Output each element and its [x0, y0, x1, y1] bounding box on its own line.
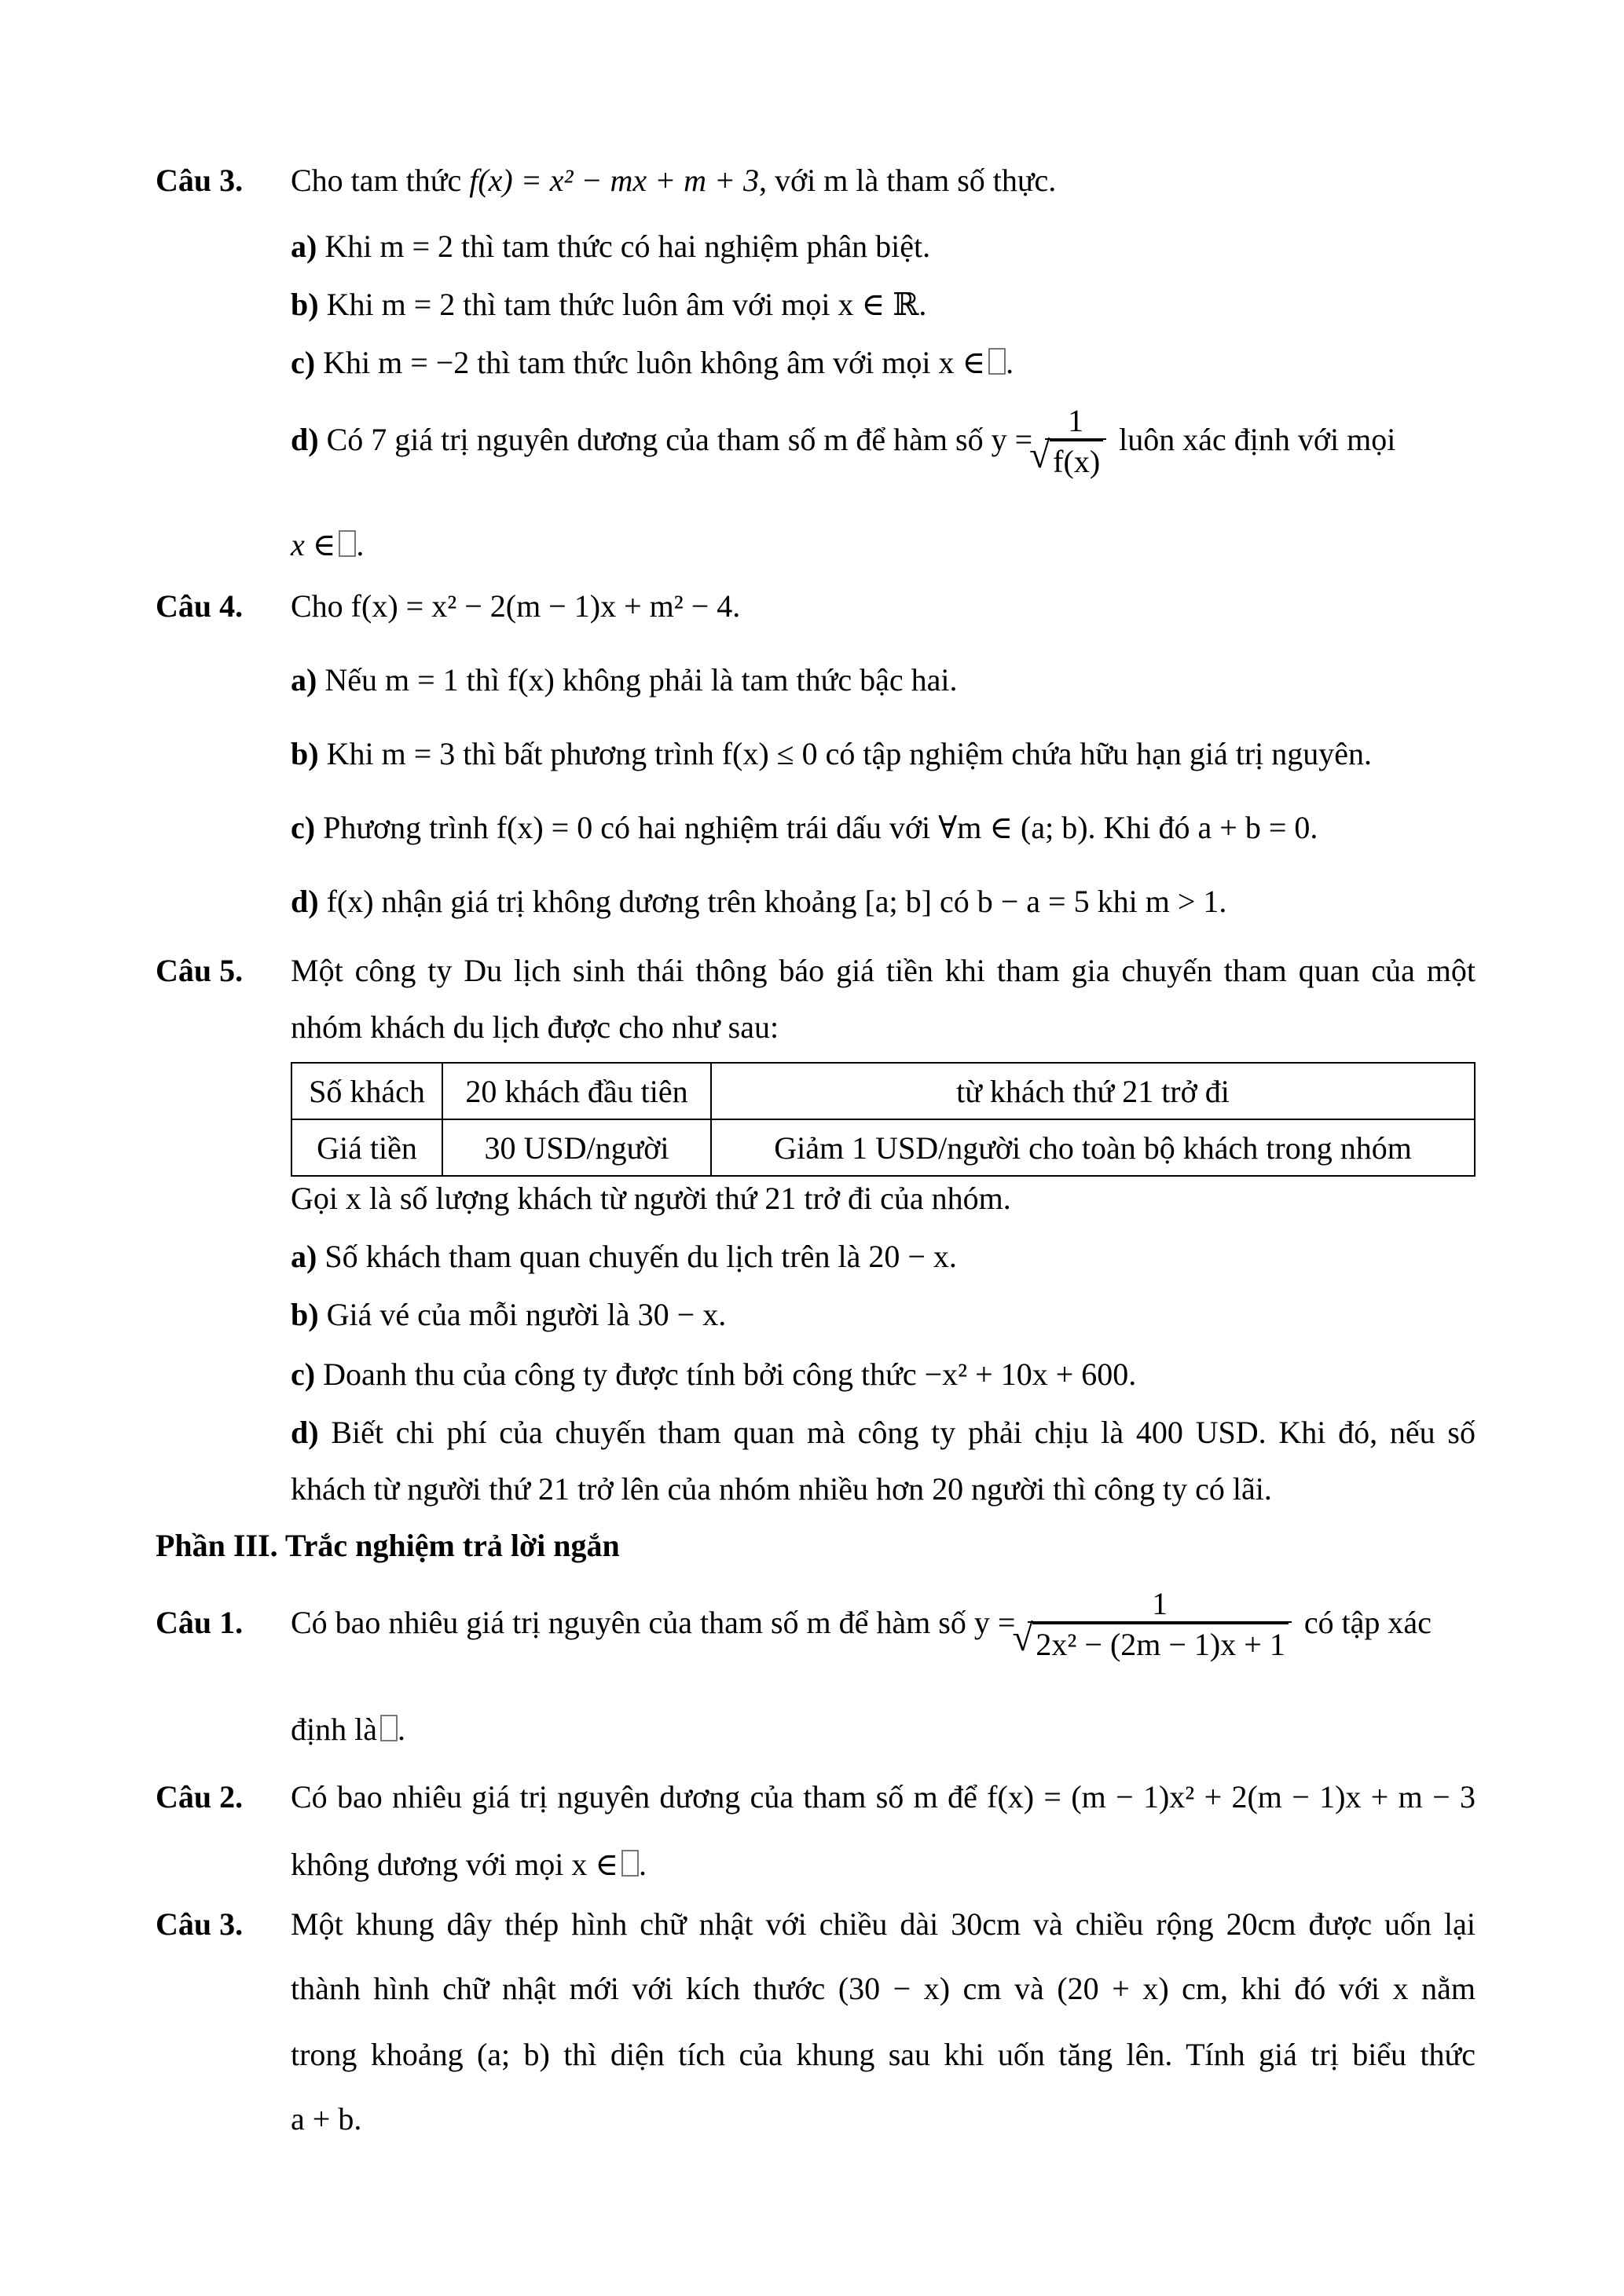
q5-a-key: a)	[291, 1239, 317, 1274]
q5-d-line1: Biết chi phí của chuyến tham quan mà công ty phải chịu là 400 USD. Khi đó, nếu số	[331, 1415, 1476, 1450]
q5-b-text: Giá vé của mỗi người là 30 − x.	[326, 1297, 727, 1332]
q3-stem-tail: , với m là tham số thực.	[758, 163, 1057, 198]
q4-label: Câu 4.	[156, 588, 244, 624]
missing-glyph-box	[339, 530, 356, 557]
q3-a-key: a)	[291, 229, 317, 264]
q3-d-post: luôn xác định với mọi	[1119, 422, 1396, 457]
p3-q1-fraction	[1028, 1587, 1291, 1665]
q5-label: Câu 5.	[156, 953, 244, 988]
q5-c-text: Doanh thu của công ty được tính bởi công thức −x² + 10x + 600.	[323, 1357, 1137, 1392]
q3-c-key: c)	[291, 345, 316, 380]
q4-a-key: a)	[291, 662, 317, 698]
table-cell: Số khách	[291, 1063, 442, 1119]
p3-q3-line4: a + b.	[291, 2101, 362, 2137]
p3-q1-post: có tập xác	[1303, 1605, 1432, 1640]
table-cell: 20 khách đầu tiên	[442, 1063, 711, 1119]
q4-c-text: Phương trình f(x) = 0 có hai nghiệm trái dấu với ∀m ∈ (a; b). Khi đó a + b = 0.	[323, 810, 1318, 845]
table-cell: 30 USD/người	[442, 1119, 711, 1176]
p3-q1-numerator: 1	[1152, 1585, 1168, 1621]
q3-label: Câu 3.	[156, 163, 244, 198]
q3-b-text: Khi m = 2 thì tam thức luôn âm với mọi x ∈ ℝ.	[326, 287, 927, 322]
q5-d-key: d)	[291, 1415, 319, 1450]
missing-glyph-box	[988, 348, 1006, 375]
q4-stem: Cho f(x) = x² − 2(m − 1)x + m² − 4.	[291, 588, 741, 624]
q5-line1: Một công ty Du lịch sinh thái thông báo giá tiền khi tham gia chuyến tham quan của một	[291, 953, 1476, 988]
table-row	[291, 1119, 1475, 1176]
q5-line2: nhóm khách du lịch được cho như sau:	[291, 1009, 779, 1045]
q3-stem-formula: f(x) = x² − mx + m + 3	[469, 163, 759, 198]
q4-c-key: c)	[291, 810, 316, 845]
q3-d-denominator: √ f(x)	[1050, 440, 1103, 482]
p3-q3-label: Câu 3.	[156, 1906, 244, 1942]
q5-c-key: c)	[291, 1357, 316, 1392]
table-cell: từ khách thứ 21 trở đi	[711, 1063, 1475, 1119]
q3-b-key: b)	[291, 287, 319, 322]
q5-b-key: b)	[291, 1297, 319, 1332]
q4-d-text: f(x) nhận giá trị không dương trên khoảng [a; b] có b − a = 5 khi m > 1.	[326, 884, 1227, 919]
q5-d-line2: khách từ người thứ 21 trở lên của nhóm nhiều hơn 20 người thì công ty có lãi.	[291, 1471, 1272, 1507]
table-row	[291, 1063, 1475, 1119]
q3-d-numerator: 1	[1068, 402, 1084, 438]
table-cell: Giảm 1 USD/người cho toàn bộ khách trong nhóm	[711, 1119, 1475, 1176]
missing-glyph-box	[621, 1850, 639, 1877]
q3-stem-text: Cho tam thức	[291, 163, 462, 198]
q3-d-key: d)	[291, 422, 319, 457]
q3-c-text: Khi m = −2 thì tam thức luôn không âm với mọi x ∈	[323, 345, 986, 380]
q5-note: Gọi x là số lượng khách từ người thứ 21 trở đi của nhóm.	[291, 1181, 1011, 1216]
p3-q3-line3: trong khoảng (a; b) thì diện tích của khung sau khi uốn tăng lên. Tính giá trị biểu thức	[291, 2037, 1476, 2072]
p3-q1-pre: Có bao nhiêu giá trị nguyên của tham số m để hàm số y =	[291, 1605, 1016, 1640]
missing-glyph-box	[380, 1715, 398, 1741]
q4-d-key: d)	[291, 884, 319, 919]
p3-q3-line2: thành hình chữ nhật mới với kích thước (30 − x) cm và (20 + x) cm, khi đó với x nằm	[291, 1971, 1476, 2006]
q3-d-fraction	[1045, 404, 1106, 482]
table-cell: Giá tiền	[291, 1119, 442, 1176]
q4-b-text: Khi m = 3 thì bất phương trình f(x) ≤ 0 có tập nghiệm chứa hữu hạn giá trị nguyên.	[326, 736, 1373, 771]
q3-d-cont: x ∈	[291, 527, 336, 562]
p3-q2-line1: Có bao nhiêu giá trị nguyên dương của tham số m để f(x) = (m − 1)x² + 2(m − 1)x + m − 3	[291, 1779, 1476, 1814]
q3-a-text: Khi m = 2 thì tam thức có hai nghiệm phân biệt.	[324, 229, 931, 264]
p3-q2-label: Câu 2.	[156, 1779, 244, 1814]
p3-q1-denominator: √ 2x² − (2m − 1)x + 1	[1032, 1623, 1288, 1665]
p3-q1-label: Câu 1.	[156, 1605, 244, 1640]
p3-q1-cont: định là	[291, 1712, 377, 1747]
q5-a-text: Số khách tham quan chuyến du lịch trên là 20 − x.	[324, 1239, 957, 1274]
price-table	[291, 1062, 1476, 1177]
q3-d-pre: Có 7 giá trị nguyên dương của tham số m để hàm số y =	[326, 422, 1033, 457]
part3-heading: Phần III. Trắc nghiệm trả lời ngắn	[156, 1528, 620, 1563]
p3-q3-line1: Một khung dây thép hình chữ nhật với chiều dài 30cm và chiều rộng 20cm được uốn lại	[291, 1906, 1476, 1942]
p3-q2-line2: không dương với mọi x ∈	[291, 1847, 618, 1882]
document-page: Câu 3. Cho tam thức f(x) = x² − mx + m + 3, với m là tham số thực. a) Khi m = 2 thì tam thức có hai nghiệm phân biệt. b) Khi m = 2 thì tam thức luôn âm với mọi x ∈ ℝ. c) Khi m = −2 thì tam thức luôn không âm với mọi x ∈ . d) Có 7 giá trị nguyên dương của tham số m để hàm số y = 1 √ f(x) luôn xác định với mọi x ∈ . Câu 4. Cho f(x) = x² − 2(m − 1)x + m² − 4. a) Nếu m = 1 thì f(x) không phải là tam thức bậc hai. b) Khi m = 3 thì bất phương trình f(x) ≤ 0 có tập nghiệm chứa hữu hạn giá trị nguyên. c) Phương trình f(x) = 0 có hai nghiệm trái dấu với ∀m ∈ (a; b). Khi đó a + b = 0. d) f(x) nhận giá trị không dương trên khoảng [a; b] có b − a = 5 khi m > 1. Câu 5. Một công ty Du lịch sinh thái thông báo giá tiền khi tham gia chuyến tham quan của một nhóm khách du lịch được cho như sau: Số khách 20 khách đầu tiên từ khách thứ 21 trở đi Giá tiền 30 USD/người Giảm 1 USD/người cho toàn bộ khách trong nhóm Gọi x là số lượng khách từ người thứ 21 trở đi của nhóm. a) Số khách tham quan chuyến du lịch trên là 20 − x. b) Giá vé của mỗi người là 30 − x. c) Doanh thu của công ty được tính bởi công thức −x² + 10x + 600. d) Biết chi phí của chuyến tham quan mà công ty phải chịu là 400 USD. Khi đó, nếu số khách từ người thứ 21 trở lên của nhóm nhiều hơn 20 người thì công ty có lãi. Phần III. Trắc nghiệm trả lời ngắn Câu 1. Có bao nhiêu giá trị nguyên của tham số m để hàm số y = 1 √ 2x² − (2m − 1)x + 1 có tập xác định là . Câu 2. Có bao nhiêu giá trị nguyên dương của tham số m để f(x) = (m − 1)x² + 2(m − 1)x + m − 3 không dương với mọi x ∈ . Câu 3. Một khung dây thép hình chữ nhật với chiều dài 30cm và chiều rộng 20cm được uốn lại thành hình chữ nhật mới với kích thước (30 − x) cm và (20 + x) cm, khi đó với x nằm trong khoảng (a; b) thì diện tích của khung sau khi uốn tăng lên. Tính giá trị biểu thức a + b.	[0, 0, 1624, 2296]
q4-b-key: b)	[291, 736, 319, 771]
q4-a-text: Nếu m = 1 thì f(x) không phải là tam thức bậc hai.	[324, 662, 958, 698]
